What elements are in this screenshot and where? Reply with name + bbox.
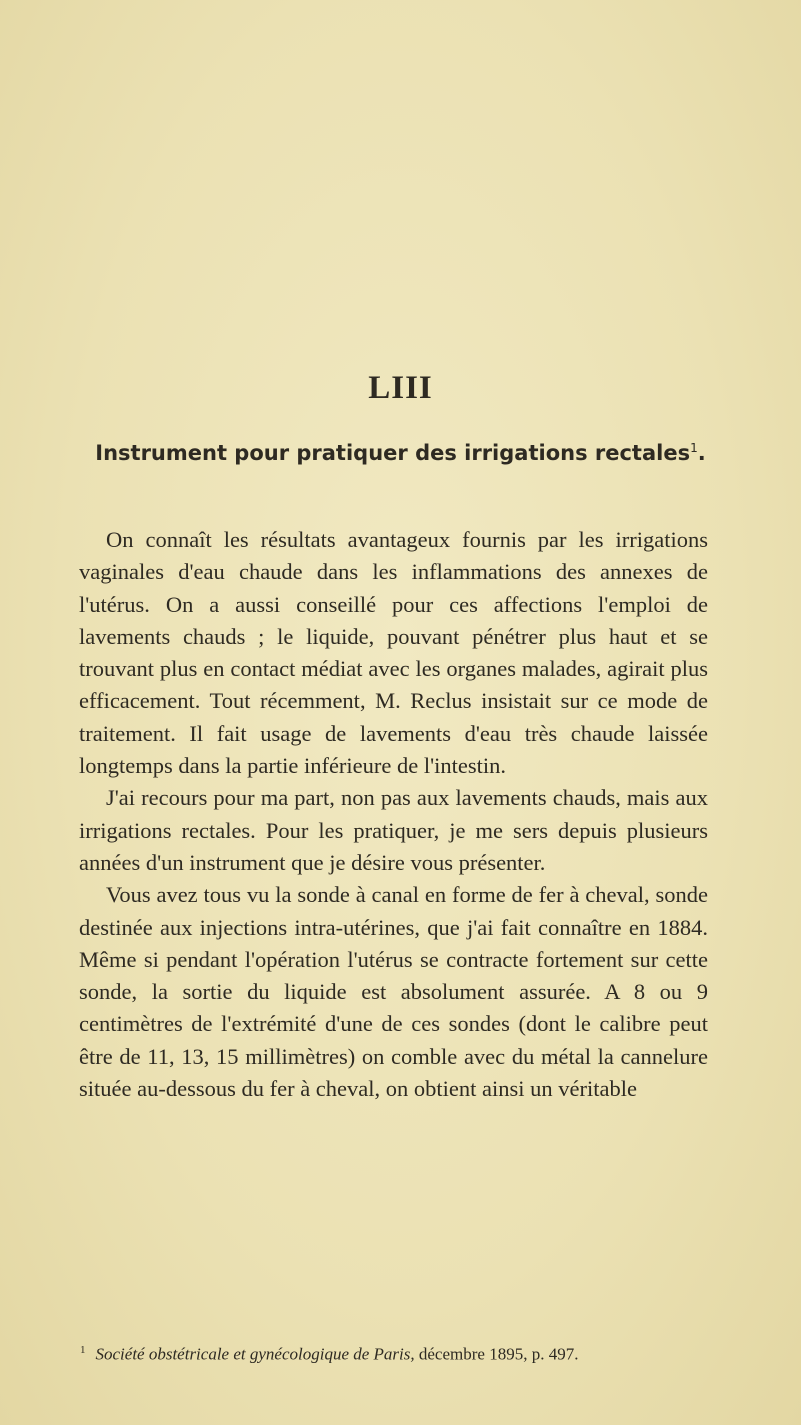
paragraph: On connaît les résultats avantageux fournis par les irrigations vaginales d'eau chaude dans les inflammations des annexes de l'utérus. On a aussi conseillé pour ces affections l'emploi de lavements chauds ; le liquide, pouvant pénétrer plus haut et se trouvant plus en contact médiat avec les organes malades, agirait plus efficacement. Tout récemment, M. Reclus insistait sur ce mode de traitement. Il fait usage de lavements d'eau très chaude laissée longtemps dans la partie inférieure de l'intestin. [79, 527, 708, 779]
chapter-title: Instrument pour pratiquer des irrigations rectales$^1$. [95, 441, 706, 465]
footnote-source: Société obstétricale et gynécologique de Paris, [95, 1344, 415, 1364]
footnote-reference: 1 [690, 441, 698, 455]
paragraph: J'ai recours pour ma part, non pas aux lavements chauds, mais aux irrigations rectales. Pour les pratiquer, je me sers depuis plusieurs années d'un instrument que je désire vous présenter. [79, 785, 708, 875]
footnote-details: décembre 1895, p. 497. [418, 1344, 579, 1364]
body-text [79, 524, 708, 1105]
footnote-marker: 1 [80, 1344, 86, 1356]
chapter-number: LIII [368, 370, 433, 406]
paragraph: Vous avez tous vu la sonde à canal en forme de fer à cheval, sonde destinée aux injections intra-utérines, que j'ai fait connaître en 1884. Même si pendant l'opération l'utérus se contracte fortement sur cette sonde, la sortie du liquide est absolument assurée. A 8 ou 9 centimètres de l'extrémité d'une de ces sondes (dont le calibre peut être de 11, 13, 15 millimètres) on comble avec du métal la cannelure située au-dessous du fer à cheval, on obtient ainsi un véritable [79, 882, 708, 1102]
chapter-title-text: Instrument pour pratiquer des irrigations rectales [95, 441, 691, 465]
footnote [80, 1344, 740, 1365]
